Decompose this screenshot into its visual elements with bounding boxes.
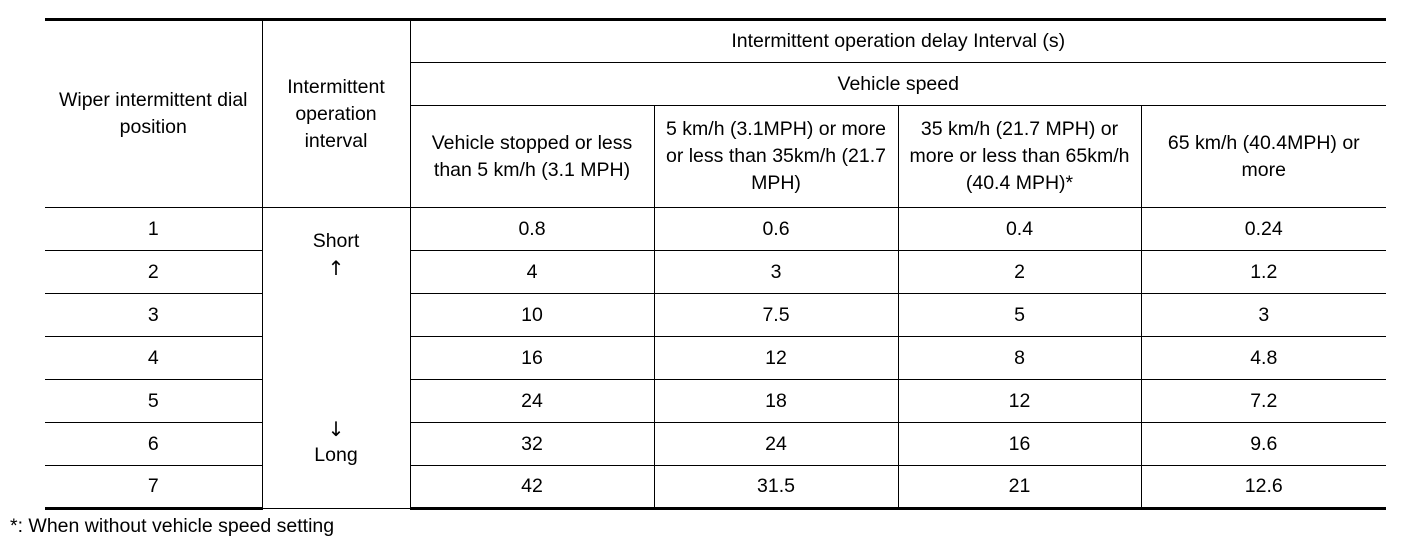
value-cell: 0.24 xyxy=(1141,208,1386,251)
table-row xyxy=(45,380,1386,423)
table-row xyxy=(45,466,1386,509)
dial-position-cell: 4 xyxy=(45,337,262,380)
header-delay-interval: Intermittent operation delay Interval (s) xyxy=(410,20,1386,63)
value-cell: 8 xyxy=(898,337,1141,380)
dial-position-cell: 7 xyxy=(45,466,262,509)
value-cell: 18 xyxy=(654,380,898,423)
header-row-1 xyxy=(45,20,1386,63)
value-cell: 24 xyxy=(410,380,654,423)
value-cell: 12.6 xyxy=(1141,466,1386,509)
value-cell: 9.6 xyxy=(1141,423,1386,466)
value-cell: 16 xyxy=(410,337,654,380)
value-cell: 1.2 xyxy=(1141,251,1386,294)
header-speed-range: 35 km/h (21.7 MPH) or more or less than 65km/h (40.4 MPH)* xyxy=(898,106,1141,208)
header-vehicle-speed: Vehicle speed xyxy=(410,63,1386,106)
interval-cell xyxy=(262,208,410,509)
arrow-down-icon: ↓ xyxy=(327,417,345,441)
value-cell: 32 xyxy=(410,423,654,466)
value-cell: 3 xyxy=(654,251,898,294)
header-speed-range: 5 km/h (3.1MPH) or more or less than 35km/h (21.7 MPH) xyxy=(654,106,898,208)
dial-position-cell: 3 xyxy=(45,294,262,337)
footnote: *: When without vehicle speed setting xyxy=(10,515,335,537)
value-cell: 12 xyxy=(898,380,1141,423)
value-cell: 5 xyxy=(898,294,1141,337)
table-row xyxy=(45,208,1386,251)
value-cell: 42 xyxy=(410,466,654,509)
interval-long-label: Long xyxy=(314,444,358,466)
value-cell: 31.5 xyxy=(654,466,898,509)
value-cell: 2 xyxy=(898,251,1141,294)
value-cell: 16 xyxy=(898,423,1141,466)
header-speed-range: 65 km/h (40.4MPH) or more xyxy=(1141,106,1386,208)
value-cell: 10 xyxy=(410,294,654,337)
dial-position-cell: 2 xyxy=(45,251,262,294)
value-cell: 0.6 xyxy=(654,208,898,251)
arrow-up-icon: ↑ xyxy=(327,256,345,280)
value-cell: 0.4 xyxy=(898,208,1141,251)
value-cell: 4 xyxy=(410,251,654,294)
header-interval: Intermittent operation interval xyxy=(262,20,410,208)
interval-short-label: Short xyxy=(312,230,360,252)
value-cell: 7.5 xyxy=(654,294,898,337)
value-cell: 3 xyxy=(1141,294,1386,337)
table-row xyxy=(45,337,1386,380)
value-cell: 0.8 xyxy=(410,208,654,251)
value-cell: 4.8 xyxy=(1141,337,1386,380)
value-cell: 7.2 xyxy=(1141,380,1386,423)
table-row xyxy=(45,423,1386,466)
header-dial-position: Wiper intermittent dial position xyxy=(45,20,262,208)
value-cell: 24 xyxy=(654,423,898,466)
dial-position-cell: 5 xyxy=(45,380,262,423)
value-cell: 21 xyxy=(898,466,1141,509)
dial-position-cell: 1 xyxy=(45,208,262,251)
header-speed-range: Vehicle stopped or less than 5 km/h (3.1 MPH) xyxy=(410,106,654,208)
table-row xyxy=(45,251,1386,294)
dial-position-cell: 6 xyxy=(45,423,262,466)
wiper-interval-table xyxy=(45,18,1386,510)
table-row xyxy=(45,294,1386,337)
value-cell: 12 xyxy=(654,337,898,380)
